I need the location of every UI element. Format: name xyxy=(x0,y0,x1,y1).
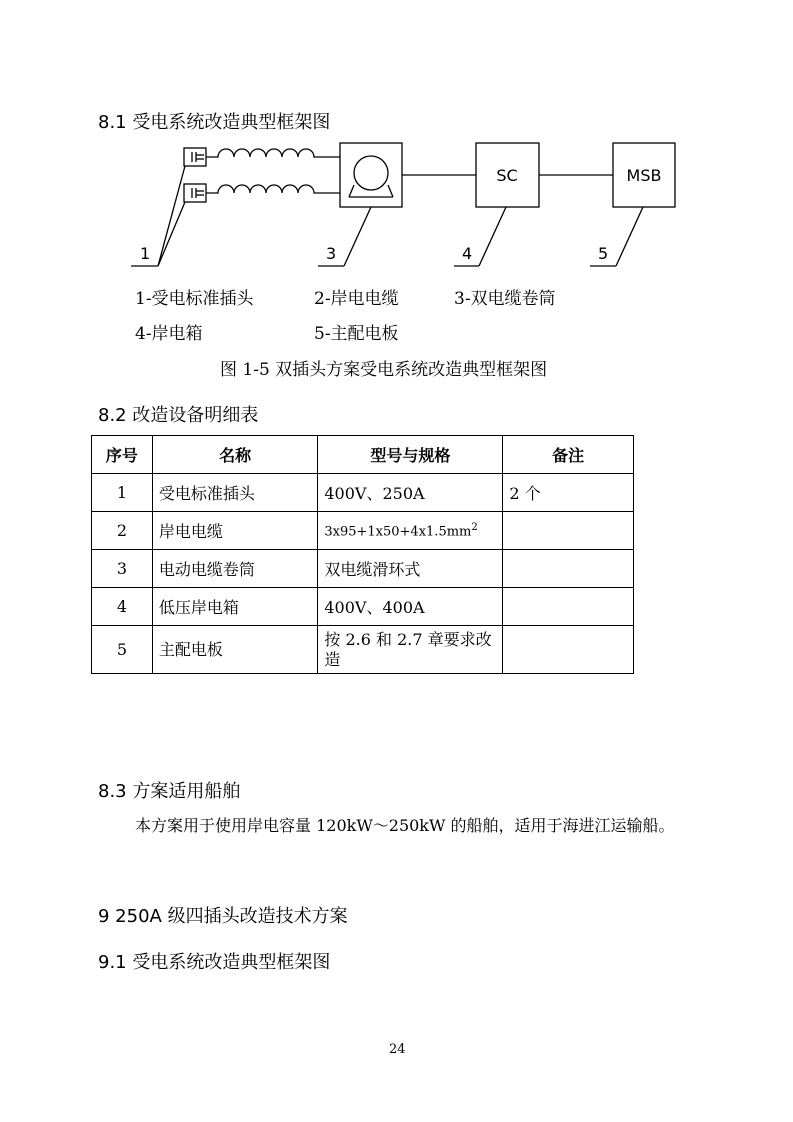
cable-coil-icon xyxy=(206,185,340,193)
table-cell-no: 4 xyxy=(92,588,153,626)
section-8-3-title: 8.3 方案适用船舶 xyxy=(98,781,241,802)
diagram-box-msb-label: MSB xyxy=(626,166,662,185)
table-header-cell: 名称 xyxy=(152,436,317,474)
table-header-cell: 型号与规格 xyxy=(318,436,503,474)
section-9-1-title: 9.1 受电系统改造典型框架图 xyxy=(98,952,331,973)
section-8-3-body: 本方案用于使用岸电容量 120kW～250kW 的船舶，适用于海进江运输船。 xyxy=(135,816,675,835)
spec-superscript: 2 xyxy=(471,521,478,533)
legend-item: 4-岸电箱 xyxy=(135,324,203,344)
table-cell-spec: 双电缆滑环式 xyxy=(318,550,503,588)
legend-item: 5-主配电板 xyxy=(314,324,399,344)
diagram-callout: 3 xyxy=(326,244,337,263)
diagram-box-sc-label: SC xyxy=(496,166,518,185)
table-cell-name: 主配电板 xyxy=(152,626,317,674)
table-cell-name: 电动电缆卷筒 xyxy=(152,550,317,588)
table-cell-no: 5 xyxy=(92,626,153,674)
table-row xyxy=(92,474,634,512)
table-cell-name: 岸电电缆 xyxy=(152,512,317,550)
page-number: 24 xyxy=(389,1042,406,1057)
table-cell-note xyxy=(503,588,634,626)
section-8-1-title: 8.1 受电系统改造典型框架图 xyxy=(98,112,331,133)
figure-caption: 图 1-5 双插头方案受电系统改造典型框架图 xyxy=(220,360,548,380)
legend-item: 1-受电标准插头 xyxy=(135,289,254,309)
table-row xyxy=(92,626,634,674)
spec-text: 3x95+1x50+4x1.5mm xyxy=(324,524,472,540)
table-cell-name: 低压岸电箱 xyxy=(152,588,317,626)
legend-item: 2-岸电电缆 xyxy=(314,289,399,309)
legend-item: 3-双电缆卷筒 xyxy=(454,289,556,309)
plug-icon xyxy=(184,148,206,166)
table-cell-note xyxy=(503,626,634,674)
table-cell-spec xyxy=(318,626,503,674)
table-cell-spec: 400V、250A xyxy=(318,474,503,512)
table-cell-no: 2 xyxy=(92,512,153,550)
diagram-callout: 1 xyxy=(140,244,151,263)
table-cell-note: 2 个 xyxy=(503,474,634,512)
equipment-table xyxy=(91,435,634,674)
section-8-2-title: 8.2 改造设备明细表 xyxy=(98,405,259,426)
table-cell-name: 受电标准插头 xyxy=(152,474,317,512)
diagram-callout: 5 xyxy=(598,244,609,263)
cable-coil-icon xyxy=(206,149,340,157)
table-cell-note xyxy=(503,550,634,588)
diagram-callout: 4 xyxy=(462,244,473,263)
table-row xyxy=(92,550,634,588)
table-header-cell: 序号 xyxy=(92,436,153,474)
table-cell-note xyxy=(503,512,634,550)
table-cell-no: 3 xyxy=(92,550,153,588)
section-9-title: 9 250A 级四插头改造技术方案 xyxy=(98,906,348,927)
table-row xyxy=(92,588,634,626)
table-header-row xyxy=(92,436,634,474)
table-cell-spec: 400V、400A xyxy=(318,588,503,626)
table-row xyxy=(92,512,634,550)
table-cell-no: 1 xyxy=(92,474,153,512)
table-cell-spec xyxy=(318,512,503,550)
plug-icon xyxy=(184,184,206,202)
spec-text: 按 2.6 和 2.7 章要求改造 xyxy=(324,629,492,669)
cable-reel-icon xyxy=(354,156,388,190)
table-header-cell: 备注 xyxy=(503,436,634,474)
